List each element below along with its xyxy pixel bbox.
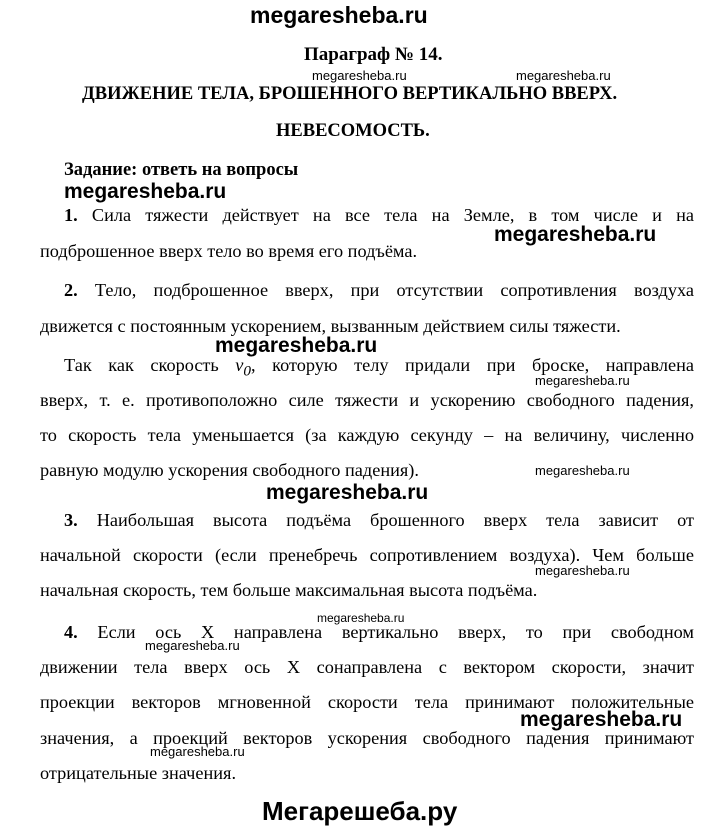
watermark-small: megaresheba.ru <box>312 68 407 83</box>
answer-3-line: 3. Наибольшая высота подъёма брошенного вверх тела зависит от <box>64 510 694 530</box>
watermark-small: megaresheba.ru <box>535 463 630 478</box>
watermark-small: megaresheba.ru <box>516 68 611 83</box>
watermark-small: megaresheba.ru <box>535 563 630 578</box>
answer-1-line: 1. Сила тяжести действует на все тела на Земле, в том числе и на <box>64 205 694 225</box>
answer-2-line: 2. Тело, подброшенное вверх, при отсутствии сопротивления воздуха <box>64 280 694 300</box>
answer-4-line: отрицательные значения. <box>40 763 237 783</box>
paragraph-number: Параграф № 14. <box>304 44 443 65</box>
answer-2-line: то скорость тела уменьшается (за каждую секунду – на величину, численно <box>40 425 694 445</box>
velocity-symbol: $v_0$ <box>235 355 252 380</box>
answer-3-line: начальная скорость, тем больше максимальная высота подъёма. <box>40 580 538 600</box>
watermark-large: megaresheba.ru <box>215 334 378 357</box>
answer-4-number: 4. <box>64 622 78 642</box>
answer-1-number: 1. <box>64 205 78 225</box>
watermark-large: megaresheba.ru <box>64 180 227 203</box>
answer-2-line: равную модулю ускорения свободного падения). <box>40 460 419 480</box>
answer-3-line: начальной скорости (если пренебречь сопротивлением воздуха). Чем больше <box>40 545 694 565</box>
watermark-small: megaresheba.ru <box>150 744 245 759</box>
answer-4-line: 4. Если ось X направлена вертикально вверх, то при свободном <box>64 622 694 642</box>
answer-3-number: 3. <box>64 510 78 530</box>
watermark-large: megaresheba.ru <box>266 481 429 504</box>
task-label: Задание: ответь на вопросы <box>64 160 299 180</box>
watermark-large: megaresheba.ru <box>520 708 683 731</box>
answer-4-line: значения, а проекций векторов ускорения свободного падения принимают <box>40 728 694 748</box>
page-subtitle: НЕВЕСОМОСТЬ. <box>276 121 430 141</box>
answer-4-line: проекции векторов мгновенной скорости тела принимают положительные <box>40 692 694 712</box>
answer-2-line: вверх, т. е. противоположно силе тяжести и ускорению свободного падения, <box>40 390 694 410</box>
watermark-small: megaresheba.ru <box>535 373 630 388</box>
answer-2-line: Так как скорость $v_0$, которую телу придали при броске, направлена <box>64 355 694 380</box>
answer-4-line: движении тела вверх ось X сонаправлена с вектором скорости, значит <box>40 657 694 677</box>
answer-1-line: подброшенное вверх тело во время его подъёма. <box>40 241 418 261</box>
watermark-small: megaresheba.ru <box>145 638 240 653</box>
watermark-top: megaresheba.ru <box>250 2 428 28</box>
footer-watermark: Мегарешеба.ру <box>262 796 458 826</box>
answer-2-number: 2. <box>64 280 78 300</box>
watermark-small: megaresheba.ru <box>317 611 405 625</box>
answer-2-line: движется с постоянным ускорением, вызванным действием силы тяжести. <box>40 316 621 336</box>
watermark-large: megaresheba.ru <box>494 223 657 246</box>
page-title: ДВИЖЕНИЕ ТЕЛА, БРОШЕННОГО ВЕРТИКАЛЬНО ВВЕРХ. <box>82 84 618 104</box>
